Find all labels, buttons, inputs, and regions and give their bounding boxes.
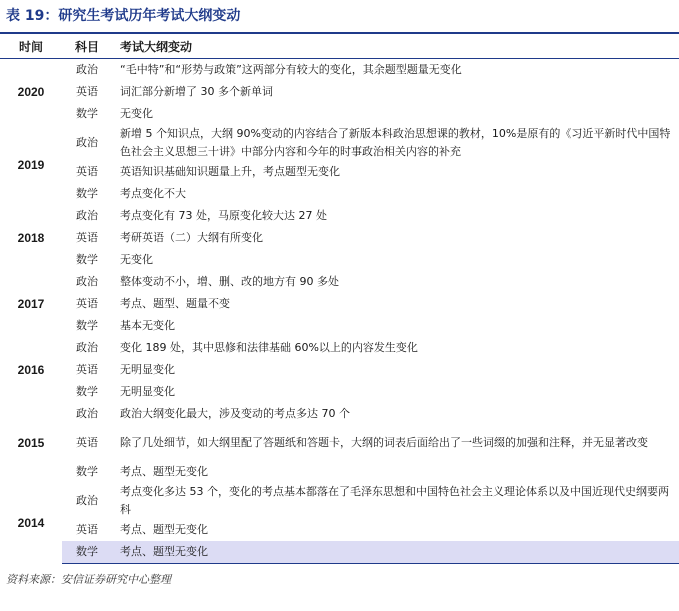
table-row: [0, 103, 679, 125]
change-cell: 整体变动不小，增、删、改的地方有 90 多处: [120, 275, 339, 288]
change-cell: 英语知识基础知识题量上升，考点题型无变化: [120, 165, 340, 178]
subject-cell: 政治: [76, 63, 98, 76]
subject-cell: 数学: [76, 385, 98, 398]
subject-cell: 英语: [76, 436, 98, 449]
header-year: 时间: [0, 34, 62, 59]
year-cell: 2018: [17, 231, 45, 245]
table-row: [0, 315, 679, 337]
table-row: [0, 337, 679, 359]
subject-cell: 英语: [76, 363, 98, 376]
table-row: [0, 81, 679, 103]
change-cell: 考点、题型无变化: [120, 523, 208, 536]
exam-outline-table: [0, 34, 679, 564]
table-row: [0, 381, 679, 403]
table-row: [0, 359, 679, 381]
year-cell: 2019: [17, 158, 45, 172]
change-cell: 无变化: [120, 253, 153, 266]
table-title: 表 19：研究生考试历年考试大纲变动: [6, 8, 241, 24]
table-row: [0, 541, 679, 564]
subject-cell: 数学: [76, 319, 98, 332]
change-cell: 政治大纲变化最大，涉及变动的考点多达 70 个: [120, 407, 350, 420]
change-cell: 变化 189 处，其中思修和法律基础 60%以上的内容发生变化: [120, 341, 418, 354]
subject-cell: 英语: [76, 523, 98, 536]
subject-cell: 英语: [76, 231, 98, 244]
change-cell: 考点、题型、题量不变: [120, 297, 230, 310]
subject-cell: 政治: [76, 275, 98, 288]
table-row: [0, 125, 679, 161]
subject-cell: 政治: [76, 407, 98, 420]
change-cell: 无明显变化: [120, 363, 175, 376]
table-row: [0, 425, 679, 461]
table-row: [0, 519, 679, 541]
subject-cell: 数学: [62, 541, 112, 564]
change-cell: 基本无变化: [120, 319, 175, 332]
table-row: [0, 59, 679, 82]
subject-cell: 数学: [76, 253, 98, 266]
subject-cell: 数学: [76, 187, 98, 200]
change-cell: 考点变化有 73 处，马原变化较大达 27 处: [120, 209, 327, 222]
change-cell: 考点、题型无变化: [120, 465, 208, 478]
change-cell: 考研英语（二）大纲有所变化: [120, 231, 263, 244]
table-row: [0, 483, 679, 519]
subject-cell: 政治: [76, 494, 98, 507]
table-row: [0, 161, 679, 183]
header-change: 考试大纲变动: [112, 34, 679, 59]
subject-cell: 政治: [76, 136, 98, 149]
subject-cell: 政治: [76, 209, 98, 222]
table-row: [0, 183, 679, 205]
change-cell: 考点变化多达 53 个，变化的考点基本都落在了毛泽东思想和中国特色社会主义理论体系以及中国近现代史纲要两科: [120, 485, 669, 516]
header-subject: 科目: [62, 34, 112, 59]
subject-cell: 英语: [76, 165, 98, 178]
year-cell: 2014: [17, 516, 45, 531]
change-cell: 考点、题型无变化: [112, 541, 679, 564]
table-row: [0, 271, 679, 293]
source-note: 资料来源：安信证券研究中心整理: [6, 573, 171, 586]
header-row: [0, 34, 679, 59]
subject-cell: 数学: [76, 465, 98, 478]
table-body: [0, 59, 679, 564]
table-row: [0, 461, 679, 483]
change-cell: 无明显变化: [120, 385, 175, 398]
subject-cell: 英语: [76, 85, 98, 98]
change-cell: 除了几处细节，如大纲里配了答题纸和答题卡，大纲的词表后面给出了一些词缀的加强和注释，并无显著改变: [120, 436, 648, 449]
change-cell: “毛中特”和“形势与政策”这两部分有较大的变化，其余题型题量无变化: [120, 63, 462, 76]
table-row: [0, 227, 679, 249]
subject-cell: 英语: [76, 297, 98, 310]
year-cell: 2017: [17, 297, 45, 311]
table-row: [0, 403, 679, 425]
subject-cell: 数学: [76, 107, 98, 120]
year-cell: 2015: [17, 436, 45, 450]
year-cell: 2016: [17, 363, 45, 377]
change-cell: 新增 5 个知识点，大纲 90%变动的内容结合了新版本科政治思想课的教材，10%是原有的《习近平新时代中国特色社会主义思想三十讲》中部分内容和今年的时事政治相关内容的补充: [120, 127, 671, 158]
year-cell: 2020: [17, 85, 45, 99]
change-cell: 考点变化不大: [120, 187, 186, 200]
table-row: [0, 293, 679, 315]
change-cell: 无变化: [120, 107, 153, 120]
change-cell: 词汇部分新增了 30 多个新单词: [120, 85, 273, 98]
table-row: [0, 249, 679, 271]
table-row: [0, 205, 679, 227]
subject-cell: 政治: [76, 341, 98, 354]
